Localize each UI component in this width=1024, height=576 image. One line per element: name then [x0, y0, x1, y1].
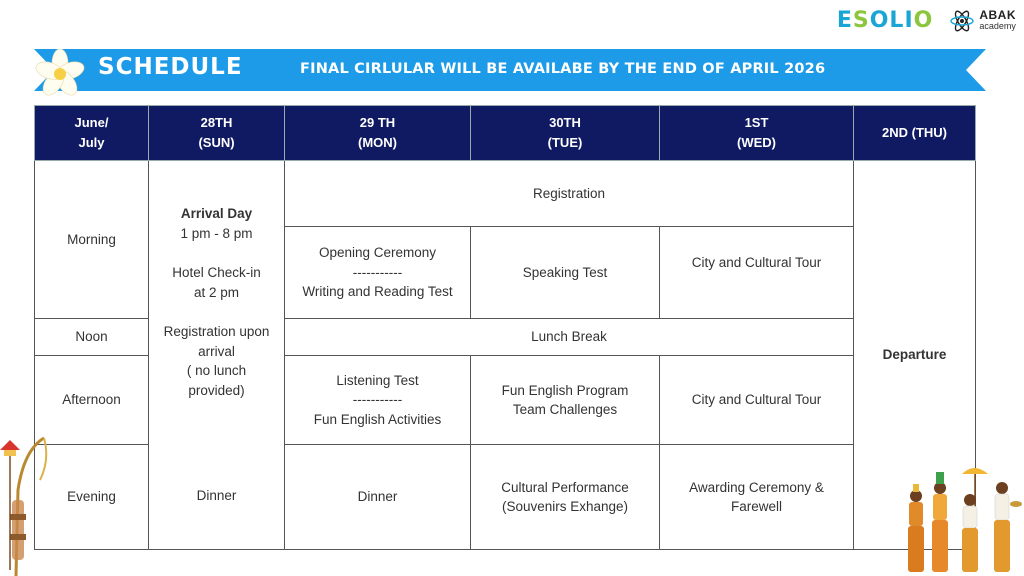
atom-icon [949, 6, 975, 36]
dancer-1 [908, 484, 924, 572]
mon-morning-cell: Opening Ceremony ----------- Writing and Reading Test [285, 227, 471, 319]
header-period: June/ July [35, 106, 149, 161]
header-day-2: 2ND (THU) [854, 106, 976, 161]
abak-subtitle: academy [979, 21, 1016, 31]
penjor-decoration-icon [0, 430, 48, 576]
schedule-banner [34, 49, 986, 91]
banner-title: SCHEDULE [98, 54, 243, 80]
departure-cell: Departure [854, 161, 976, 550]
no-lunch-line1: ( no lunch [186, 363, 247, 379]
no-lunch-line2: provided) [188, 382, 245, 398]
tue-morning-cell: Speaking Test [471, 227, 660, 319]
abak-logo [949, 6, 1016, 36]
registration-arrival-line1: Registration upon [163, 324, 270, 340]
header-day-30: 30TH (TUE) [471, 106, 660, 161]
tue-evening-cell: Cultural Performance (Souvenirs Exhange) [471, 445, 660, 550]
period-afternoon: Afternoon [35, 356, 149, 445]
dancer-4 [994, 482, 1022, 572]
esolio-wordmark: ESOLIO [836, 8, 934, 33]
header-day-28: 28TH (SUN) [149, 106, 285, 161]
lunch-break-cell: Lunch Break [285, 319, 854, 356]
header-day-29: 29 TH (MON) [285, 106, 471, 161]
period-evening: Evening [35, 445, 149, 550]
banner-subtitle: FINAL CIRLULAR WILL BE AVAILABE BY THE END OF APRIL 2026 [300, 61, 826, 77]
abak-title: ABAK [979, 8, 1016, 22]
logos [837, 4, 1016, 38]
arrival-title: Arrival Day [180, 206, 253, 222]
period-noon: Noon [35, 319, 149, 356]
checkin-line1: Hotel Check-in [172, 265, 261, 281]
registration-cell: Registration [285, 161, 854, 227]
wed-morning-cell: City and Cultural Tour [660, 227, 854, 319]
schedule-table [34, 105, 976, 550]
header-day-1: 1ST (WED) [660, 106, 854, 161]
checkin-line2: at 2 pm [193, 284, 240, 300]
balinese-dancers-decoration-icon [898, 460, 1024, 576]
header-row [35, 106, 976, 161]
dancer-2 [932, 472, 948, 572]
wed-evening-cell: Awarding Ceremony & Farewell [660, 445, 854, 550]
registration-arrival-line2: arrival [198, 343, 235, 359]
mon-afternoon-cell: Listening Test ----------- Fun English Activities [285, 356, 471, 445]
esolio-logo [837, 10, 934, 32]
frangipani-flower-icon [34, 49, 86, 99]
arrival-time: 1 pm - 8 pm [180, 225, 253, 241]
arrival-dinner: Dinner [196, 488, 237, 504]
tue-afternoon-cell: Fun English Program Team Challenges [471, 356, 660, 445]
table-row [35, 161, 976, 227]
period-morning: Morning [35, 161, 149, 319]
wed-afternoon-cell: City and Cultural Tour [660, 356, 854, 445]
mon-evening-cell: Dinner [285, 445, 471, 550]
arrival-day-cell [149, 161, 285, 550]
